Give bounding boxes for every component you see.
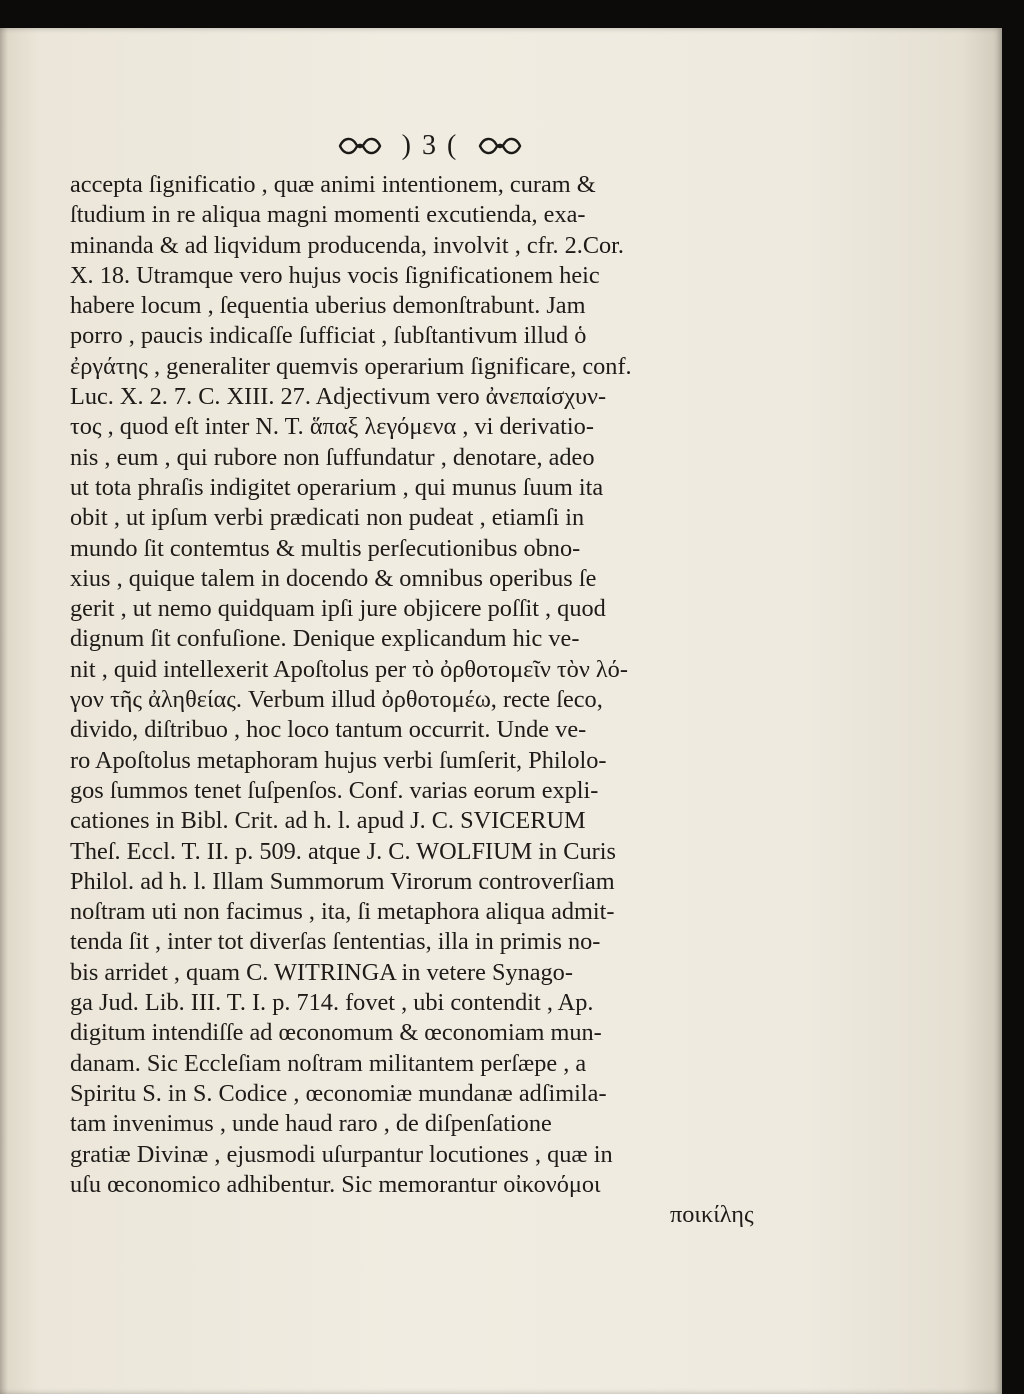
text-line: uſu œconomico adhibentur. Sic memorantur οἰκονόμοι: [70, 1170, 601, 1198]
text-line: divido, diſtribuo , hoc loco tantum occurrit. Unde ve-: [70, 716, 587, 744]
text-line: Spiritu S. in S. Codice , œconomiæ mundanæ adſimila-: [70, 1079, 607, 1107]
page-gutter-shadow: [0, 28, 8, 1394]
text-line: X. 18. Utramque vero hujus vocis ſignificationem heic: [70, 261, 600, 289]
text-line: xius , quique talem in docendo & omnibus operibus ſe: [70, 564, 597, 592]
text-line: γον τῆς ἀληθείας. Verbum illud ὀρθοτομέω, recte ſeco,: [70, 686, 603, 714]
text-line: accepta ſignificatio , quæ animi intentionem, curam &: [70, 171, 596, 198]
page-number: ) 3 (: [401, 130, 459, 161]
text-line: ga Jud. Lib. III. T. I. p. 714. fovet , ubi contendit , Ap.: [70, 989, 594, 1017]
text-line: nit , quid intellexerit Apoſtolus per τὸ ὀρθοτομεῖν τὸν λό-: [70, 655, 628, 683]
text-line: Luc. X. 2. 7. C. XIII. 27. Adjectivum vero ἀνεπαίσχυν-: [70, 383, 607, 411]
text-line: Theſ. Eccl. T. II. p. 509. atque J. C. WOLFIUM in Curis: [70, 837, 616, 865]
text-line: Philol. ad h. l. Illam Summorum Virorum controverſiam: [70, 867, 615, 895]
text-line: ſtudium in re aliqua magni momenti excutienda, exa-: [70, 201, 586, 229]
text-line: gerit , ut nemo quidquam ipſi jure objicere poſſit , quod: [70, 595, 606, 623]
text-line: mundo ſit contemtus & multis perſecutionibus obno-: [70, 534, 581, 562]
text-line: gratiæ Divinæ , ejusmodi uſurpantur locutiones , quæ in: [70, 1140, 613, 1168]
text-line: tam invenimus , unde haud raro , de diſpenſatione: [70, 1110, 552, 1138]
text-line: gos ſummos tenet ſuſpenſos. Conf. varias eorum expli-: [70, 776, 599, 804]
text-line: porro , paucis indicaſſe ſufficiat , ſubſtantivum illud ὁ: [70, 322, 587, 350]
text-line: ἐργάτης , generaliter quemvis operarium ſignificare, conf.: [70, 352, 632, 380]
text-line: bis arridet , quam C. WITRINGA in vetere Synago-: [70, 958, 573, 986]
page-header: [300, 126, 560, 166]
text-line: nis , eum , qui rubore non ſuffundatur , denotare, adeo: [70, 443, 595, 471]
text-line: τος , quod eſt inter N. T. ἅπαξ λεγόμενα , vi derivatio-: [70, 413, 594, 441]
text-line: danam. Sic Eccleſiam noſtram militantem perſæpe , a: [70, 1049, 587, 1077]
text-line: obit , ut ipſum verbi prædicati non pudeat , etiamſi in: [70, 504, 585, 532]
text-line: dignum ſit confuſione. Denique explicandum hic ve-: [70, 625, 580, 653]
text-line: tenda ſit , inter tot diverſas ſententias, illa in primis no-: [70, 928, 601, 956]
catchword: ποικίλης: [670, 1201, 754, 1229]
left-ornament-icon: [336, 135, 384, 157]
body-text: [70, 170, 770, 1230]
right-ornament-icon: [476, 135, 524, 157]
text-line: habere locum , ſequentia uberius demonſtrabunt. Jam: [70, 292, 586, 320]
text-line: digitum intendiſſe ad œconomum & œconomiam mun-: [70, 1019, 602, 1047]
text-line: minanda & ad liqvidum producenda, involvit , cfr. 2.Cor.: [70, 231, 625, 259]
text-line: noſtram uti non facimus , ita, ſi metaphora aliqua admit-: [70, 898, 615, 926]
text-line: ut tota phraſis indigitet operarium , qui munus ſuum ita: [70, 473, 604, 501]
text-line: ro Apoſtolus metaphoram hujus verbi ſumſerit, Philolo-: [70, 746, 607, 774]
text-line: cationes in Bibl. Crit. ad h. l. apud J. C. SVICERUM: [70, 807, 586, 835]
